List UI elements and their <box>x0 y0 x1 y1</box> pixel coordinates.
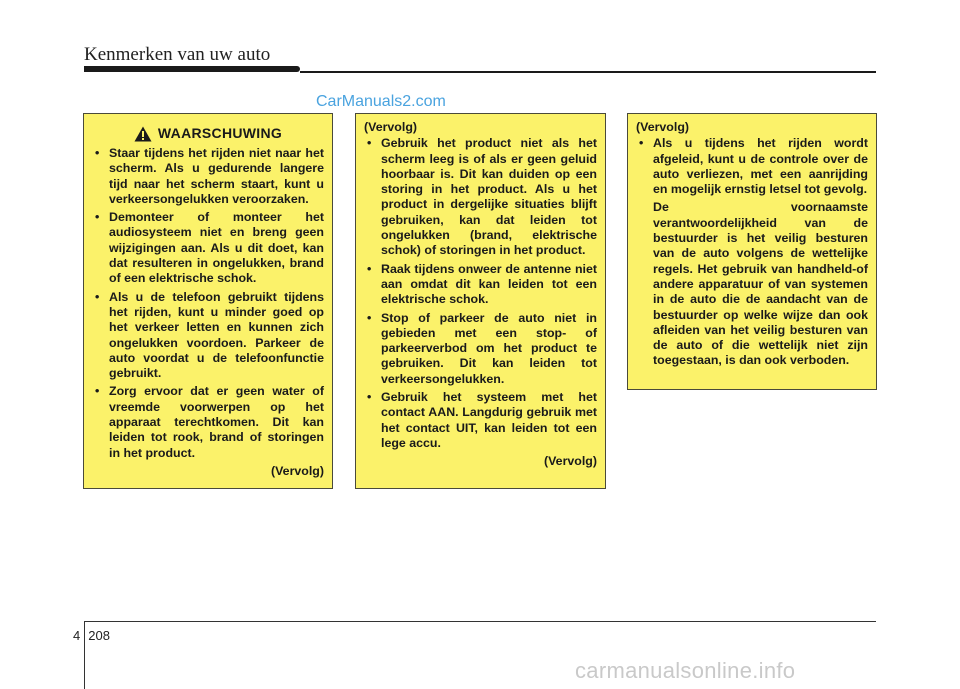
header-rule <box>300 71 876 73</box>
list-item: • Als u tijdens het rijden wordt afgeleid, kunt u de controle over de auto verliezen, met een aanrijding en mogelijk ernstig letsel tot gevolg. <box>636 136 868 197</box>
warning-list-2 <box>364 136 597 451</box>
warning-header <box>92 126 324 142</box>
list-item: • Demonteer of monteer het audiosysteem niet en breng geen wijzigingen aan. Als u dit doet, kan dat resulteren in ongelukken, brand of een elektrische schok. <box>92 210 324 286</box>
watermark-bottom: carmanualsonline.info <box>575 658 796 683</box>
watermark-top: CarManuals2.com <box>316 93 446 110</box>
warning-triangle-icon <box>134 126 152 142</box>
list-item: • Raak tijdens onweer de antenne niet aan omdat dit kan leiden tot een elektrische schok. <box>364 262 597 308</box>
list-item: • Gebruik het product niet als het scherm leeg is of als er geen geluid hoorbaar is. Dit kan duiden op een storing in het product. Als u het product in dergelijke situaties blijft gebruiken, kan dat leiden tot ongelukken (brand, elektrische schok) of storingen in het product. <box>364 136 597 258</box>
warning-paragraph: De voornaamste verantwoordelijkheid van de bestuurder is het veilig besturen van de auto volgens de wettelijke regels. Het gebruik van handheld-of andere apparatuur of van systemen in de auto die de aandacht van de bestuurder op welke wijze dan ook afleiden van het veilig besturen van de auto of die wettelijk niet zijn toegestaan, is dan ook verboden. <box>653 200 868 368</box>
warning-list-3 <box>636 136 868 197</box>
warning-box-3 <box>627 113 877 390</box>
continued-top-label: (Vervolg) <box>636 120 690 134</box>
list-item: • Zorg ervoor dat er geen water of vreemde voorwerpen op het apparaat terechtkomen. Dit kan leiden tot rook, brand of storingen in het product. <box>92 384 324 460</box>
section-title: Kenmerken van uw auto <box>84 44 271 65</box>
warning-box-1 <box>83 113 333 489</box>
warning-list-1 <box>92 146 324 461</box>
header-bar <box>84 66 300 72</box>
continued-label: (Vervolg) <box>543 454 597 469</box>
footer-rule <box>84 621 876 622</box>
list-item: • Stop of parkeer de auto niet in gebieden met een stop- of parkeerverbod om het product te gebruiken. Dit kan leiden tot verkeersongelukken. <box>364 311 597 387</box>
continued-top-label: (Vervolg) <box>364 120 418 134</box>
page-number-value: 208 <box>88 628 110 643</box>
list-item: • Gebruik het systeem met het contact AAN. Langdurig gebruik met het contact UIT, kan leiden tot een lege accu. <box>364 390 597 451</box>
list-item: • Als u de telefoon gebruikt tijdens het rijden, kunt u minder goed op het verkeer letten en kunnen zich ongelukken voordoen. Parkeer de auto voordat u de telefoonfunctie gebruikt. <box>92 290 324 382</box>
warning-box-2 <box>355 113 606 489</box>
page-number <box>73 628 110 643</box>
continued-label: (Vervolg) <box>270 463 324 478</box>
chapter-number: 4 <box>73 628 81 643</box>
list-item: • Staar tijdens het rijden niet naar het scherm. Als u gedurende langere tijd naar het scherm staart, kunt u verkeersongelukken veroorzaken. <box>92 146 324 207</box>
warning-title: WAARSCHUWING <box>157 125 283 142</box>
